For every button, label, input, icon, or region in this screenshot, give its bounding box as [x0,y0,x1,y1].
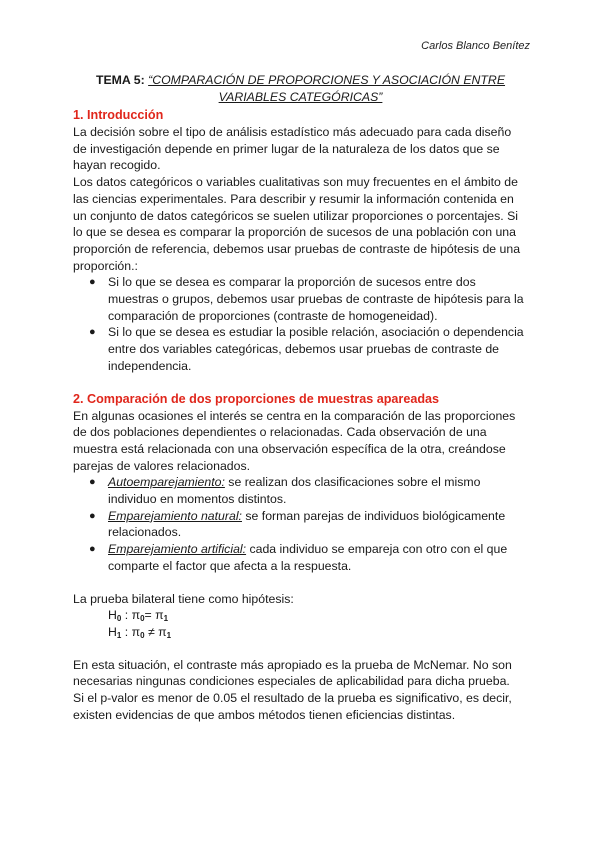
section1-paragraph-1: La decisión sobre el tipo de análisis estadístico más adecuado para cada diseño de investigación depende en primer lugar de la naturaleza de los datos que se hayan recogido. [73,125,512,173]
author-name: Carlos Blanco Benítez [421,40,530,52]
list-item [89,324,528,374]
section2-paragraph-1: En algunas ocasiones el interés se centra en la comparación de las proporciones de dos poblaciones dependientes o relacionadas. Cada observación de una muestra está relacionada con una observación específica de la otra, creándose parejas de valores relacionados. [73,408,516,473]
term-autoemparejamiento: Autoemparejamiento: [108,475,225,490]
section1-heading: 1. Introducción [73,108,164,122]
title-label: TEMA 5: [95,73,145,87]
section1-bullet-list [73,274,528,374]
hypothesis-intro: La prueba bilateral tiene como hipótesis: [73,591,294,606]
list-item-text: Si lo que se desea es estudiar la posible relación, asociación o dependencia entre dos variables categóricas, debemos usar pruebas de contraste de independencia. [108,325,524,373]
bullet-icon: ● [89,476,96,489]
list-item-text: se forman parejas de individuos biológicamente relacionados. [108,508,506,540]
section2-paragraph-4: Si el p-valor es menor de 0.05 el resultado de la prueba es significativo, es decir, existen evidencias de que ambos métodos tienen eficiencias distintas. [73,691,512,722]
section2-bullet-list [73,474,528,574]
list-item-text: Si lo que se desea es comparar la proporción de sucesos entre dos muestras o grupos, debemos usar pruebas de contraste de hipótesis para la comparación de proporciones (contraste de homogeneidad). [108,275,524,323]
bullet-icon: ● [89,509,96,522]
bullet-icon: ● [89,276,96,289]
term-emparejamiento-artificial: Emparejamiento artificial: [108,542,247,557]
list-item-text: cada individuo se empareja con otro con el que comparte el factor que afecta a la respuesta. [108,542,508,573]
title-text-line2: VARIABLES CATEGÓRICAS” [218,90,383,104]
title-text-line1: “COMPARACIÓN DE PROPORCIONES Y ASOCIACIÓN ENTRE [148,73,506,87]
document-title [73,72,528,106]
hypothesis-h1: $H_1$ : $\pi_0 \ne \pi_1$ [108,624,172,640]
section2-paragraph-3: En esta situación, el contraste más apropiado es la prueba de McNemar. No son necesarias ningunas condiciones especiales de aplicabilidad para dicha prueba. [73,657,512,689]
term-emparejamiento-natural: Emparejamiento natural: [108,508,242,523]
list-item-text: se realizan dos clasificaciones sobre el mismo individuo en momentos distintos. [108,475,481,507]
list-item [89,274,528,324]
bullet-icon: ● [89,543,96,556]
section1-paragraph-2: Los datos categóricos o variables cualitativas son muy frecuentes en el ámbito de las ciencias experimentales. Para describir y resumir la información contenida en un conjunto de datos categóricos se suelen utilizar proporciones o porcentajes. Si lo que se desea es comparar la proporción de sucesos de una población con una proporción de referencia, debemos usar pruebas de contraste de hipótesis de una proporción.: [73,175,521,273]
bullet-icon: ● [89,326,96,339]
section2-heading: 2. Comparación de dos proporciones de muestras apareadas [73,391,440,406]
hypothesis-h0: $H_0$ : $\pi_0= \pi_1$ [108,608,169,624]
list-item [89,508,528,541]
list-item [89,541,528,574]
document-body [73,72,528,724]
list-item [89,474,528,507]
